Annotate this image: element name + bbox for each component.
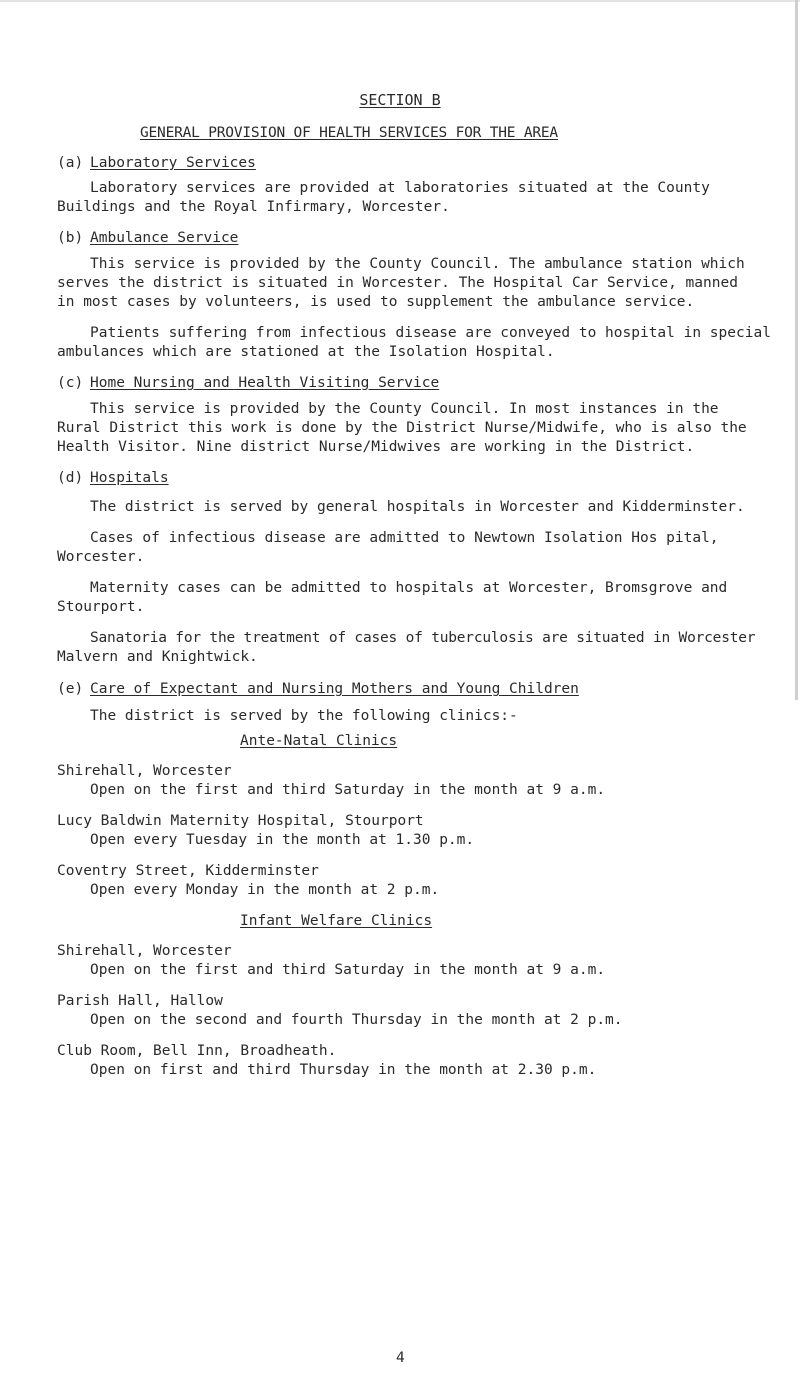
- section-d-p2-line-1: Cases of infectious disease are admitted to Newtown Isolation Hos pital,: [90, 530, 719, 546]
- infant-clinic-1-place: Shirehall, Worcester: [57, 943, 232, 959]
- infant-clinic-1-times: Open on the first and third Saturday in the month at 9 a.m.: [90, 962, 606, 978]
- section-d-p4-line-1: Sanatoria for the treatment of cases of tuberculosis are situated in Worcester: [90, 630, 756, 646]
- section-d-p2-line-2: Worcester.: [57, 549, 145, 565]
- antenatal-clinic-2-times: Open every Tuesday in the month at 1.30 p.m.: [90, 832, 475, 848]
- section-a-line-1: Laboratory services are provided at laboratories situated at the County: [90, 180, 710, 196]
- section-b-p1-line-2: serves the district is situated in Worcester. The Hospital Car Service, manned: [57, 275, 738, 291]
- antenatal-heading: Ante-Natal Clinics: [240, 733, 398, 749]
- page-number: 4: [396, 1350, 405, 1366]
- section-d-heading: Hospitals: [90, 470, 169, 486]
- section-b-p1-line-1: This service is provided by the County Council. The ambulance station which: [90, 256, 745, 272]
- antenatal-clinic-2-place: Lucy Baldwin Maternity Hospital, Stourport: [57, 813, 424, 829]
- section-title: SECTION B: [359, 91, 441, 109]
- antenatal-clinic-3-times: Open every Monday in the month at 2 p.m.: [90, 882, 440, 898]
- section-c-heading: Home Nursing and Health Visiting Service: [90, 375, 440, 391]
- section-e-intro: The district is served by the following clinics:-: [90, 708, 518, 724]
- antenatal-clinic-1-place: Shirehall, Worcester: [57, 763, 232, 779]
- section-b-label: (b): [57, 230, 84, 246]
- section-a-heading: Laboratory Services: [90, 155, 256, 171]
- section-d-p3-line-2: Stourport.: [57, 599, 145, 615]
- section-d-p4-line-2: Malvern and Knightwick.: [57, 649, 258, 665]
- section-b-p1-line-3: in most cases by volunteers, is used to supplement the ambulance service.: [57, 294, 695, 310]
- section-b-p2-line-1: Patients suffering from infectious disease are conveyed to hospital in special: [90, 325, 771, 341]
- section-c-line-1: This service is provided by the County Council. In most instances in the: [90, 401, 719, 417]
- section-a-label: (a): [57, 155, 84, 171]
- infant-clinic-2-place: Parish Hall, Hallow: [57, 993, 223, 1009]
- section-d-p1: The district is served by general hospitals in Worcester and Kidderminster.: [90, 499, 745, 515]
- antenatal-clinic-3-place: Coventry Street, Kidderminster: [57, 863, 319, 879]
- top-edge-rule: [0, 0, 800, 2]
- section-a-line-2: Buildings and the Royal Infirmary, Worcester.: [57, 199, 450, 215]
- section-e-heading: Care of Expectant and Nursing Mothers and Young Children: [90, 681, 579, 697]
- antenatal-clinic-1-times: Open on the first and third Saturday in the month at 9 a.m.: [90, 782, 606, 798]
- infant-welfare-heading: Infant Welfare Clinics: [240, 913, 433, 929]
- section-d-p3-line-1: Maternity cases can be admitted to hospitals at Worcester, Bromsgrove and: [90, 580, 728, 596]
- infant-clinic-3-place: Club Room, Bell Inn, Broadheath.: [57, 1043, 337, 1059]
- section-c-line-2: Rural District this work is done by the District Nurse/Midwife, who is also the: [57, 420, 747, 436]
- section-b-p2-line-2: ambulances which are stationed at the Isolation Hospital.: [57, 344, 555, 360]
- section-b-heading: Ambulance Service: [90, 230, 239, 246]
- section-c-label: (c): [57, 375, 84, 391]
- infant-clinic-3-times: Open on first and third Thursday in the month at 2.30 p.m.: [90, 1062, 597, 1078]
- section-c-line-3: Health Visitor. Nine district Nurse/Midwives are working in the District.: [57, 439, 695, 455]
- section-d-label: (d): [57, 470, 84, 486]
- main-heading: GENERAL PROVISION OF HEALTH SERVICES FOR THE AREA: [140, 125, 558, 141]
- section-e-label: (e): [57, 681, 84, 697]
- infant-clinic-2-times: Open on the second and fourth Thursday in the month at 2 p.m.: [90, 1012, 623, 1028]
